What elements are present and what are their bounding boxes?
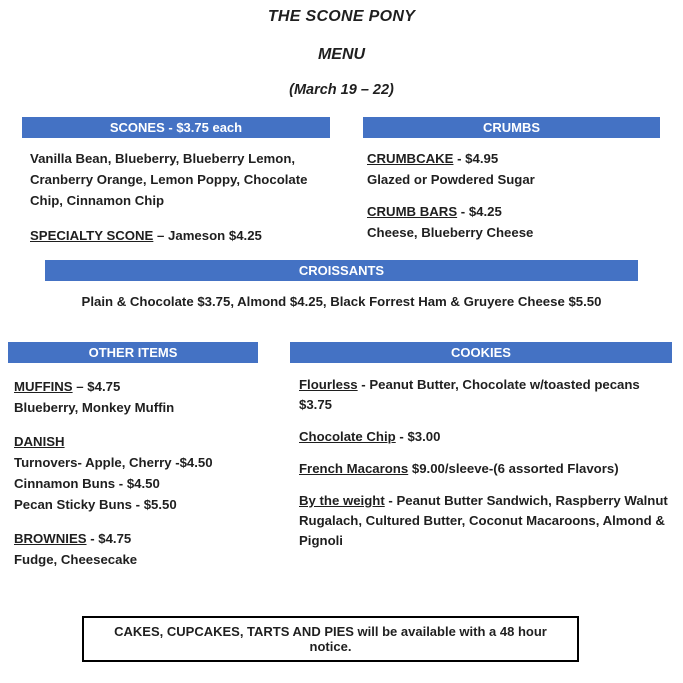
danish-item-turnovers: Turnovers- Apple, Cherry -$4.50	[14, 455, 213, 470]
chocolate-chip-detail: - $3.00	[395, 429, 441, 444]
danish-item-pecan-sticky-buns: Pecan Sticky Buns - $5.50	[14, 497, 177, 512]
cookies-list	[290, 375, 672, 551]
crumb-bars-label: CRUMB BARS	[367, 204, 458, 219]
crumbcake-line	[367, 148, 660, 169]
muffins-label: MUFFINS	[14, 379, 73, 394]
crumb-bars-group	[363, 201, 660, 243]
muffins-desc: Blueberry, Monkey Muffin	[14, 400, 175, 415]
crumbcake-price: - $4.95	[453, 151, 499, 166]
brownies-line	[14, 528, 258, 549]
brownies-price: - $4.75	[86, 531, 132, 546]
cookies-item-flourless	[299, 375, 672, 415]
specialty-scone-label: SPECIALTY SCONE	[30, 228, 154, 243]
croissants-line: Plain & Chocolate $3.75, Almond $4.25, Black Forrest Ham & Gruyere Cheese $5.50	[81, 294, 602, 309]
specialty-scone-detail: – Jameson $4.25	[153, 228, 262, 243]
notice-text: CAKES, CUPCAKES, TARTS AND PIES will be available with a 48 hour notice.	[114, 624, 547, 654]
by-the-weight-label: By the weight	[299, 493, 385, 508]
brownies-label: BROWNIES	[14, 531, 87, 546]
other-items-list	[8, 376, 258, 570]
menu-subtitle: MENU	[317, 46, 366, 63]
french-macarons-detail: $9.00/sleeve-(6 assorted Flavors)	[408, 461, 619, 476]
cookies-item-french-macarons	[299, 459, 672, 479]
notice-box	[82, 616, 579, 662]
crumb-bars-price: - $4.25	[457, 204, 502, 219]
crumbs-header-bar: CRUMBS	[363, 117, 660, 138]
brownies-desc: Fudge, Cheesecake	[14, 552, 138, 567]
by-the-weight-detail: - Peanut Butter Sandwich, Raspberry Walnut Rugalach, Cultured Butter, Coconut Macaroons, Almond & Pignoli	[299, 493, 668, 548]
chocolate-chip-label: Chocolate Chip	[299, 429, 396, 444]
page-title: THE SCONE PONY	[267, 8, 416, 25]
crumbcake-label: CRUMBCAKE	[367, 151, 454, 166]
crumb-bars-line	[367, 201, 660, 222]
other-items-header-bar: OTHER ITEMS	[8, 342, 258, 363]
specialty-scone-line	[22, 225, 330, 246]
scones-flavor-list: Vanilla Bean, Blueberry, Blueberry Lemon, Cranberry Orange, Lemon Poppy, Chocolate Chip, Cinnamon Chip	[30, 151, 308, 208]
crumbs-section	[363, 117, 660, 243]
french-macarons-label: French Macarons	[299, 461, 409, 476]
muffins-line	[14, 376, 258, 397]
scones-section	[22, 117, 330, 246]
danish-line	[14, 431, 258, 452]
crumbcake-desc: Glazed or Powdered Sugar	[367, 172, 535, 187]
croissants-section	[45, 260, 638, 312]
date-range: (March 19 – 22)	[289, 82, 394, 98]
crumbcake-group	[363, 148, 660, 190]
danish-item-cinnamon-buns: Cinnamon Buns - $4.50	[14, 476, 160, 491]
cookies-header-bar: COOKIES	[290, 342, 672, 363]
flourless-detail: - Peanut Butter, Chocolate w/toasted pecans $3.75	[299, 377, 640, 412]
crumb-bars-desc: Cheese, Blueberry Cheese	[367, 225, 534, 240]
other-items-section	[8, 342, 258, 570]
croissants-header-bar: CROISSANTS	[45, 260, 638, 281]
danish-label: DANISH	[14, 434, 65, 449]
cookies-item-by-the-weight	[299, 491, 672, 551]
cookies-item-chocolate-chip	[299, 427, 672, 447]
cookies-section	[290, 342, 672, 551]
scones-header-bar: SCONES - $3.75 each	[22, 117, 330, 138]
muffins-price: – $4.75	[72, 379, 121, 394]
flourless-label: Flourless	[299, 377, 358, 392]
